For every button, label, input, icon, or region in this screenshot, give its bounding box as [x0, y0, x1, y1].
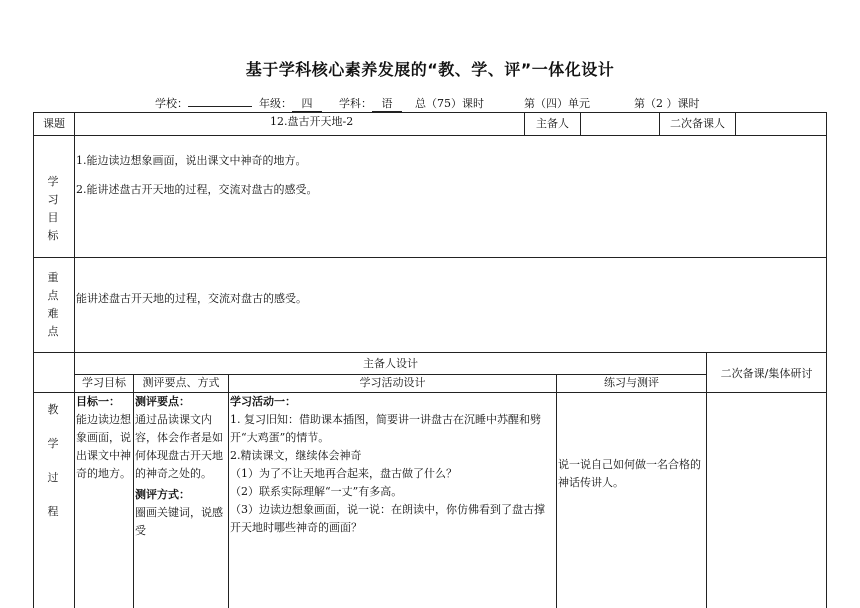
subject-field	[339, 95, 402, 112]
activity-title: 学习活动一：	[230, 395, 296, 408]
table-col-divider	[556, 374, 557, 608]
eval-points-title: 测评要点：	[135, 395, 190, 408]
topic-value: 12.盘古开天地-2	[270, 115, 354, 128]
table-row-divider	[33, 352, 826, 353]
column-header-activity: 学习活动设计	[359, 376, 426, 389]
table-border-top	[33, 112, 826, 113]
eval-method-text: 圈画关键词，说感受	[135, 506, 223, 537]
activity-line: 2.精读课文，继续体会神奇	[230, 449, 362, 462]
column-header-eval: 测评要点、方式	[142, 376, 220, 389]
practice-text: 说一说自己如何做一名合格的神话传讲人。	[558, 458, 701, 489]
table-row-divider	[33, 135, 826, 136]
document-title: 基于学科核心素养发展的“教、学、评”一体化设计	[245, 60, 615, 79]
table-col-divider	[706, 352, 707, 608]
lesson-number: 第（2 ）课时	[634, 97, 700, 110]
activity-line: （3）边读边想象画面，说一说：在朗读中，你仿佛看到了盘古撑开天地时哪些神奇的画面？	[230, 503, 545, 534]
objective-item: 2.能讲述盘古开天地的过程，交流对盘古的感受。	[76, 183, 318, 196]
eval-method-title: 测评方式：	[135, 488, 190, 501]
goal-text: 能边读边想象画面，说出课文中神奇的地方。	[76, 413, 131, 480]
main-design-label: 主备人设计	[363, 357, 418, 370]
key-points-text: 能讲述盘古开天地的过程，交流对盘古的感受。	[76, 292, 307, 305]
total-hours: 总（75）课时	[415, 97, 484, 110]
objectives-label: 学 习 目 标	[47, 175, 59, 242]
column-header-practice: 练习与测评	[604, 376, 659, 389]
table-col-divider	[228, 374, 229, 608]
unit-number: 第（四）单元	[524, 97, 590, 110]
table-col-divider	[580, 112, 581, 135]
activity-line: 1. 复习旧知：借助课本插图，简要讲一讲盘古在沉睡中苏醒和劈开“大鸡蛋”的情节。	[230, 413, 541, 444]
secondary-preparer-label: 二次备课人	[670, 117, 725, 130]
subject-label: 学科：	[339, 97, 372, 110]
key-points-label: 重 点 难 点	[47, 271, 59, 338]
objective-item: 1.能边读边想象画面，说出课文中神奇的地方。	[76, 154, 307, 167]
table-row-divider	[33, 257, 826, 258]
subject-value: 语	[372, 95, 402, 112]
activity-line: （2）联系实际理解“一丈”有多高。	[230, 485, 403, 498]
table-border-left	[33, 112, 34, 608]
grade-value: 四	[292, 95, 322, 112]
topic-label: 课题	[43, 117, 65, 130]
school-label: 学校：	[155, 97, 188, 110]
school-value	[188, 106, 252, 107]
eval-points-text: 通过品读课文内容，体会作者是如何体现盘古开天地的神奇之处的。	[135, 413, 223, 480]
table-col-divider	[735, 112, 736, 135]
main-preparer-label: 主备人	[536, 117, 569, 130]
process-label: 教 学 过 程	[47, 403, 59, 518]
table-col-divider	[133, 374, 134, 608]
grade-label: 年级：	[259, 97, 292, 110]
school-field	[155, 95, 252, 111]
secondary-design-label: 二次备课/集体研讨	[720, 367, 813, 380]
grade-field	[259, 95, 322, 112]
table-border-right	[826, 112, 827, 608]
activity-line: （1）为了不让天地再合起来，盘古做了什么？	[230, 467, 457, 480]
column-header-goal: 学习目标	[82, 376, 126, 389]
goal-title: 目标一：	[76, 395, 120, 408]
